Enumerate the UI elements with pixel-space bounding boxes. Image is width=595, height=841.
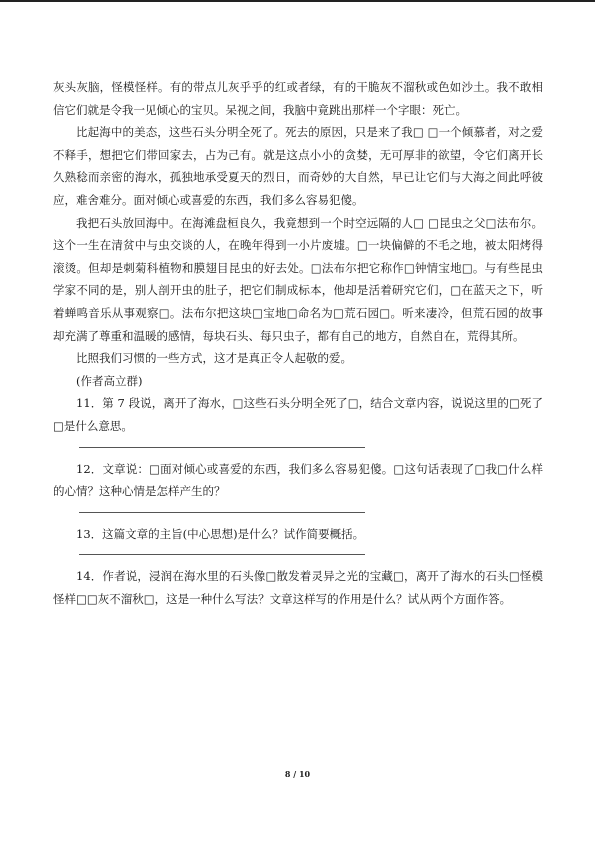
top-border-rule (0, 0, 595, 2)
author-credit: (作者高立群) (76, 373, 143, 388)
passage-paragraph-9: 比照我们习惯的一些方式，这才是真正令人起敬的爱。 (76, 351, 352, 366)
passage-paragraph-8: 我把石头放回海中。在海滩盘桓良久，我竟想到一个时空远隔的人□ □昆虫之父□法布尔。这个一生在清贫中与虫交谈的人，在晚年得到一小片废墟。□一块偏僻的不毛之地，被太阳烤得滚烫。但却是刺菊科植物和膜翅目昆虫的好去处。□法布尔把它称作□钟情宝地□。与有些昆虫学家不同的是，别人剖开虫的肚子，把它们制成标本，他却是活着研究它们，□在蓝天之下，听着蝉鸣音乐从事观察□。法布尔把这块□宝地□命名为□荒石园□。听来凄冷，但荒石园的故事却充满了尊重和温暖的感情，每块石头、每只虫子，都有自己的地方，自然自在，荒得其所。 (53, 215, 543, 343)
page-number: 8 / 10 (284, 769, 311, 779)
passage-paragraph-7: 比起海中的美态，这些石头分明全死了。死去的原因，只是来了我□ □一个倾慕者，对之爱不释手，想把它们带回家去，占为己有。就是这点小小的贪婪，无可厚非的欲望，令它们离开长久熟稔而亲密的海水，孤独地承受夏天的烈日，而奇妙的大自然，早已让它们与大海之间此呼彼应，难舍难分。面对倾心或喜爱的东西，我们多么容易犯傻。 (53, 125, 543, 207)
question-14: 14．作者说，浸润在海水里的石头像□散发着灵异之光的宝藏□，离开了海水的石头□怪模怪样□□灰不溜秋□，这是一种什么写法？文章这样写的作用是什么？试从两个方面作答。 (53, 569, 543, 606)
answer-line-11 (79, 447, 365, 448)
question-11: 11．第 7 段说，离开了海水，□这些石头分明全死了□，结合文章内容，说说这里的□死了□是什么意思。 (53, 396, 543, 433)
answer-line-12 (79, 512, 365, 513)
passage-paragraph-continued: 灰头灰脑，怪模怪样。有的带点儿灰乎乎的红或者绿，有的干脆灰不溜秋或色如沙土。我不敢相信它们就是令我一见倾心的宝贝。呆视之间，我脑中竟跳出那样一个字眼：死亡。 (53, 80, 543, 117)
question-12: 12．文章说：□面对倾心或喜爱的东西，我们多么容易犯傻。□这句话表现了□我□什么样的心情？这种心情是怎样产生的？ (53, 461, 543, 499)
answer-line-13 (79, 554, 365, 555)
question-13: 13．这篇文章的主旨(中心思想)是什么？试作简要概括。 (76, 526, 365, 541)
document-body (53, 76, 543, 610)
